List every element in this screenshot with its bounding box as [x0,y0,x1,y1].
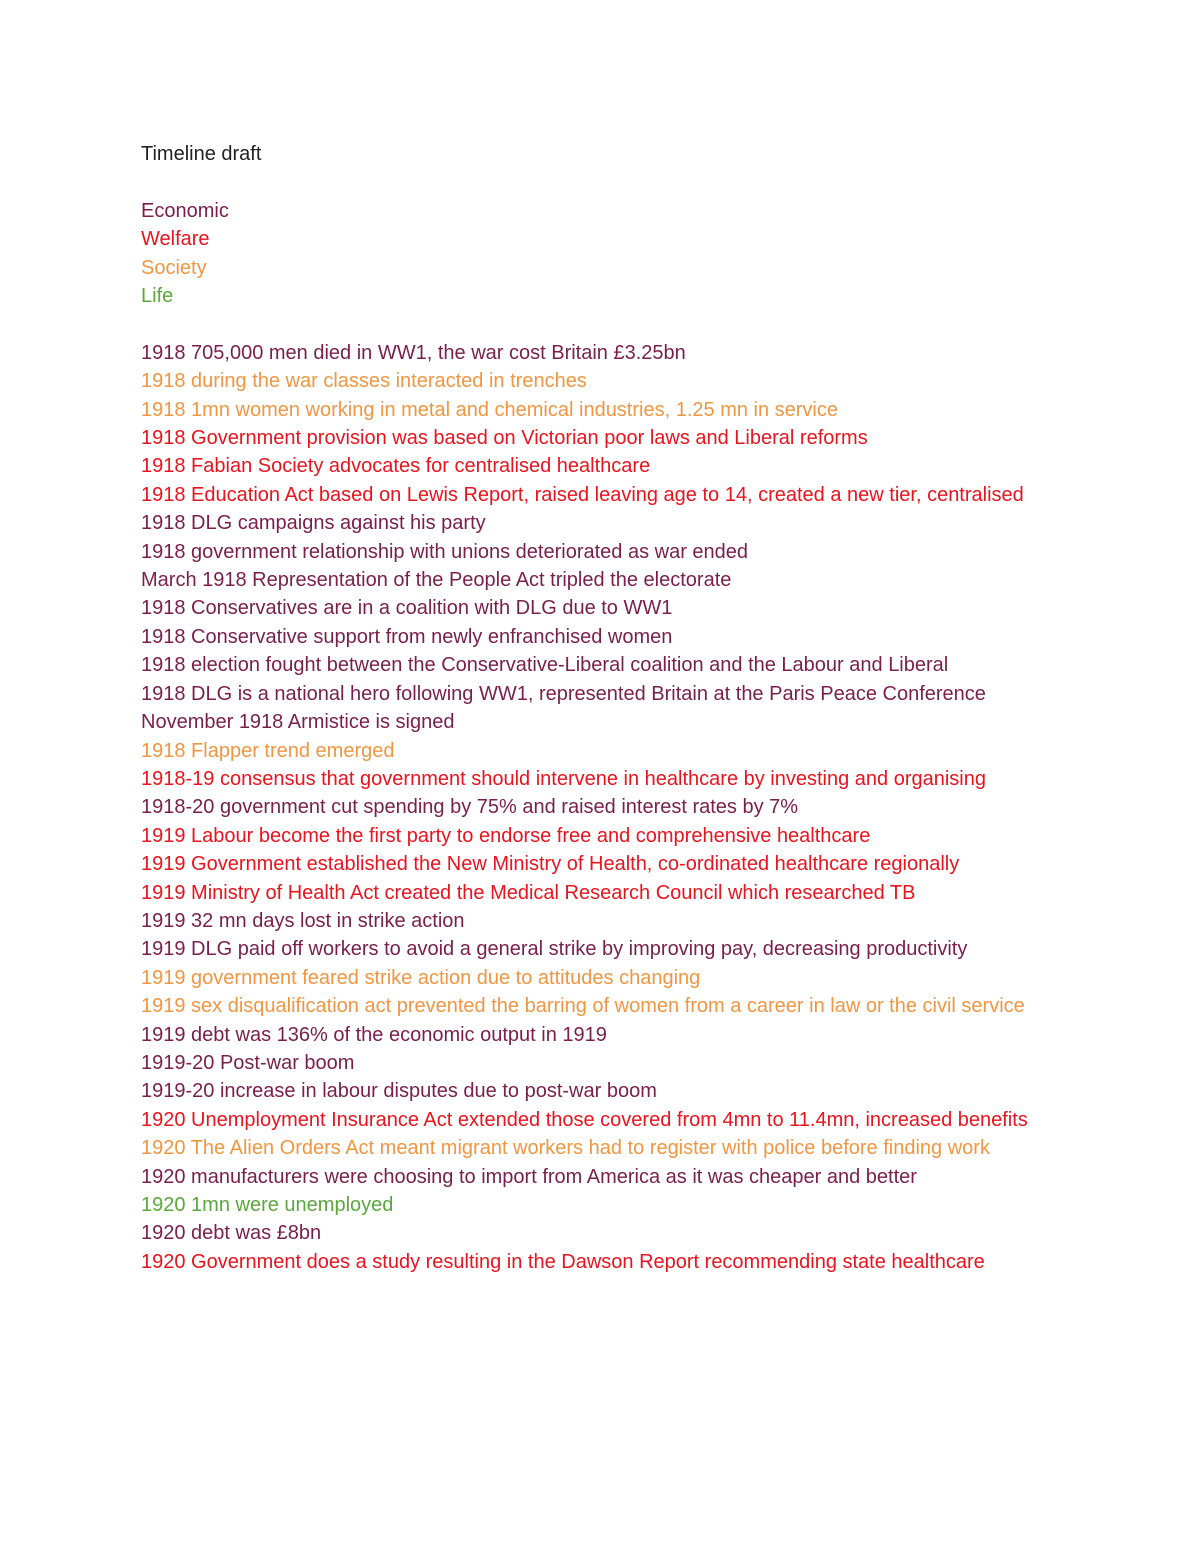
timeline-entry: 1919 debt was 136% of the economic output in 1919 [141,1023,607,1046]
timeline-entry: 1918 705,000 men died in WW1, the war cost Britain £3.25bn [141,341,686,364]
timeline-entry: 1920 1mn were unemployed [141,1194,394,1216]
timeline-entry: 1918 during the war classes interacted in trenches [141,370,587,393]
timeline-entries [141,339,1061,1276]
document-page [141,140,1061,1276]
timeline-entry: 1918 DLG campaigns against his party [141,512,486,535]
timeline-entry: 1918 1mn women working in metal and chemical industries, 1.25 mn in service [141,398,839,421]
timeline-entry: 1918-19 consensus that government should intervene in healthcare by investing and organising [141,767,986,790]
timeline-entry: 1918 government relationship with unions deteriorated as war ended [141,540,749,563]
timeline-entry: March 1918 Representation of the People Act tripled the electorate [141,569,732,592]
legend-item-economic: Economic [141,199,229,222]
timeline-entry: 1918 Flapper trend emerged [141,739,395,762]
timeline-entry: 1919-20 increase in labour disputes due to post-war boom [141,1080,657,1103]
timeline-entry: 1918 DLG is a national hero following WW1, represented Britain at the Paris Peace Conference [141,682,986,705]
timeline-entry: 1918 Conservatives are in a coalition with DLG due to WW1 [141,597,673,620]
timeline-entry: 1919 DLG paid off workers to avoid a general strike by improving pay, decreasing productivity [141,938,968,961]
legend-item-life: Life [141,285,174,308]
timeline-entry: 1919 sex disqualification act prevented the barring of women from a career in law or the civil service [141,995,1025,1018]
legend-item-welfare: Welfare [141,228,210,251]
timeline-entry: 1920 debt was £8bn [141,1222,322,1245]
category-legend [141,197,1061,311]
timeline-entry: 1920 manufacturers were choosing to import from America as it was cheaper and better [141,1165,917,1188]
timeline-entry: November 1918 Armistice is signed [141,711,455,734]
legend-item-society: Society [141,256,207,279]
timeline-entry: 1920 Government does a study resulting in the Dawson Report recommending state healthcare [141,1250,985,1273]
timeline-entry: 1918 election fought between the Conservative-Liberal coalition and the Labour and Liberal [141,654,949,677]
timeline-entry: 1919 government feared strike action due to attitudes changing [141,966,701,989]
timeline-entry: 1918-20 government cut spending by 75% and raised interest rates by 7% [141,796,799,819]
timeline-entry: 1919 32 mn days lost in strike action [141,909,465,932]
timeline-entry: 1919 Labour become the first party to endorse free and comprehensive healthcare [141,824,871,847]
timeline-entry: 1920 Unemployment Insurance Act extended those covered from 4mn to 11.4mn, increased benefits [141,1108,1028,1131]
timeline-entry: 1918 Education Act based on Lewis Report, raised leaving age to 14, created a new tier, centralised [141,483,1024,506]
timeline-entry: 1919-20 Post-war boom [141,1051,355,1074]
document-title: Timeline draft [141,143,262,165]
timeline-entry: 1919 Ministry of Health Act created the Medical Research Council which researched TB [141,881,916,904]
timeline-entry: 1918 Conservative support from newly enfranchised women [141,625,673,648]
timeline-entry: 1918 Fabian Society advocates for centralised healthcare [141,455,651,478]
timeline-entry: 1918 Government provision was based on Victorian poor laws and Liberal reforms [141,427,868,450]
timeline-entry: 1919 Government established the New Ministry of Health, co-ordinated healthcare regionally [141,853,960,876]
timeline-entry: 1920 The Alien Orders Act meant migrant workers had to register with police before finding work [141,1137,990,1160]
